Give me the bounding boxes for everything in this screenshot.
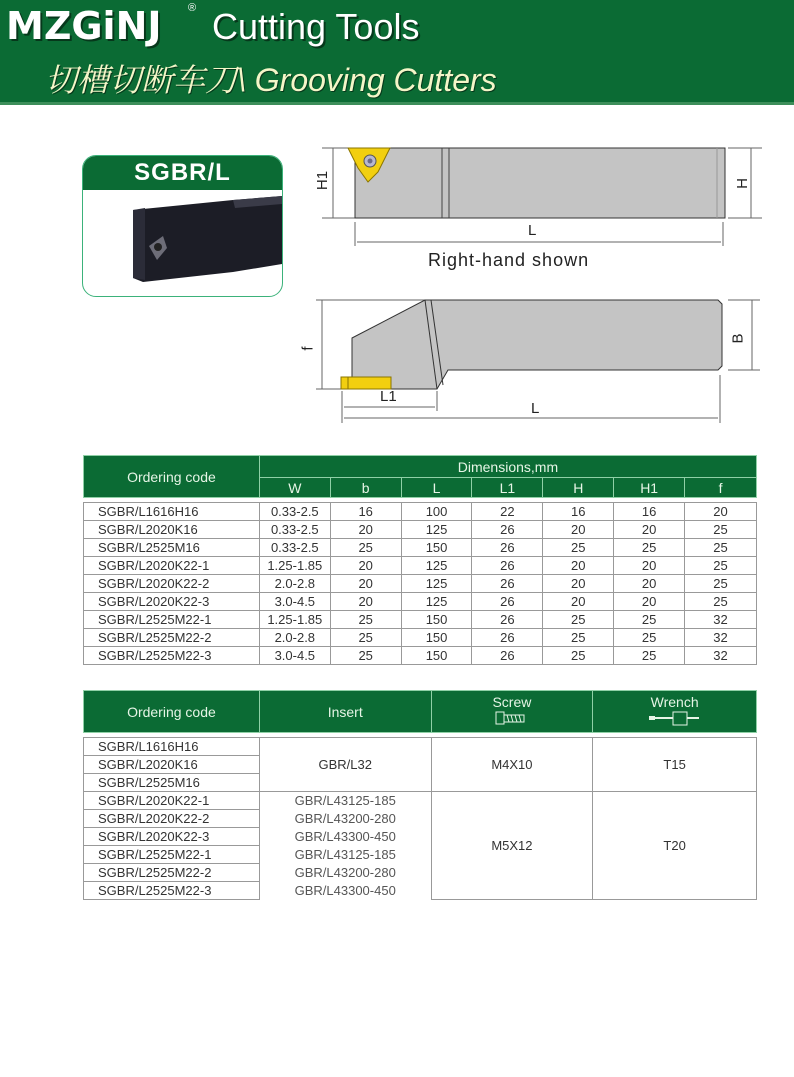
page-title: Cutting Tools [212,6,420,47]
table-row [84,611,757,629]
screw-value: M5X12 [431,792,593,900]
dimension-value: 150 [401,611,472,629]
dimension-value: 125 [401,593,472,611]
table-row [84,557,757,575]
insert-value: GBR/L43125-185 [259,846,431,864]
dimension-value: 25 [685,539,757,557]
dimension-value: 20 [543,557,614,575]
dimension-value: 20 [330,593,401,611]
screw-value: M4X10 [431,738,593,792]
dimension-value: 20 [685,503,757,521]
header-ordering-code: Ordering code [84,456,260,498]
dimension-value: 150 [401,647,472,665]
dimension-value: 25 [685,521,757,539]
table-row [84,593,757,611]
table-row [84,792,757,810]
ordering-code: SGBR/L2020K22-3 [84,828,260,846]
dim-label-l-bottom: L [531,400,540,417]
parts-table [83,690,757,900]
ordering-code: SGBR/L2525M22-1 [84,611,260,629]
col-f: f [685,478,757,498]
ordering-code: SGBR/L2525M22-3 [84,882,260,900]
ordering-code: SGBR/L2525M22-2 [84,629,260,647]
ordering-code: SGBR/L2525M22-1 [84,846,260,864]
dimension-value: 150 [401,539,472,557]
ordering-code: SGBR/L2525M22-2 [84,864,260,882]
table-row [84,629,757,647]
dimension-value: 125 [401,575,472,593]
product-card [82,155,283,297]
dimension-value: 25 [543,647,614,665]
dimension-value: 25 [614,647,685,665]
table-row [84,539,757,557]
dimension-value: 26 [472,521,543,539]
ordering-code: SGBR/L2020K22-1 [84,792,260,810]
dimension-value: 25 [330,629,401,647]
dimension-value: 25 [614,629,685,647]
header-banner [0,0,794,105]
dimension-value: 3.0-4.5 [259,647,330,665]
dimension-value: 20 [614,521,685,539]
ordering-code: SGBR/L2525M16 [84,539,260,557]
dimension-value: 25 [685,593,757,611]
ordering-code: SGBR/L2020K16 [84,521,260,539]
ordering-code: SGBR/L2020K22-1 [84,557,260,575]
header-screw [431,691,593,733]
ordering-code: SGBR/L2020K22-2 [84,810,260,828]
col-l: L [401,478,472,498]
dimension-value: 125 [401,557,472,575]
header-dimensions: Dimensions,mm [259,456,756,478]
header-wrench [593,691,757,733]
dimension-value: 20 [614,575,685,593]
dimension-value: 26 [472,575,543,593]
dimension-value: 20 [330,557,401,575]
header-ordering-code: Ordering code [84,691,260,733]
dimension-value: 0.33-2.5 [259,521,330,539]
insert-value: GBR/L43300-450 [259,882,431,900]
insert-value: GBR/L43200-280 [259,810,431,828]
col-h1: H1 [614,478,685,498]
dimension-value: 25 [330,647,401,665]
ordering-code: SGBR/L1616H16 [84,503,260,521]
dimension-value: 16 [330,503,401,521]
insert-value: GBR/L43200-280 [259,864,431,882]
col-l1: L1 [472,478,543,498]
col-b: b [330,478,401,498]
ordering-code: SGBR/L2525M16 [84,774,260,792]
dimension-value: 32 [685,629,757,647]
dimension-value: 20 [614,593,685,611]
dimension-value: 26 [472,611,543,629]
dimension-value: 25 [543,539,614,557]
table-row [84,521,757,539]
dim-label-b: B [729,333,747,344]
col-w: W [259,478,330,498]
dim-label-f: f [299,346,317,351]
dimension-value: 32 [685,647,757,665]
dimension-value: 25 [330,539,401,557]
dim-label-h: H [733,178,751,189]
header-screw-label: Screw [492,694,532,710]
dimension-value: 25 [543,611,614,629]
dimension-value: 100 [401,503,472,521]
dimension-value: 25 [543,629,614,647]
table-row [84,738,757,756]
dimension-value: 0.33-2.5 [259,503,330,521]
registered-mark: ® [188,2,197,14]
table-row [84,575,757,593]
dimension-value: 25 [614,539,685,557]
screw-icon [494,710,530,726]
page-subtitle: 切槽切断车刀\ Grooving Cutters [45,62,497,98]
tool-holder-photo [83,190,282,296]
wrench-value: T20 [593,792,757,900]
dim-label-h1: H1 [314,170,332,191]
ordering-code: SGBR/L2020K16 [84,756,260,774]
brand-logo: MZGiNJ [6,4,162,48]
dim-label-l1: L1 [380,388,397,405]
header-wrench-label: Wrench [650,694,699,710]
dimension-value: 20 [330,575,401,593]
insert-value: GBR/L43125-185 [259,792,431,810]
dimension-value: 16 [543,503,614,521]
dimension-value: 26 [472,539,543,557]
diagram-caption: Right-hand shown [428,250,590,270]
dim-label-l-top: L [528,222,537,239]
insert-value: GBR/L43300-450 [259,828,431,846]
header-insert: Insert [259,691,431,733]
dimension-value: 32 [685,611,757,629]
dimension-value: 150 [401,629,472,647]
dimension-value: 22 [472,503,543,521]
dimension-value: 125 [401,521,472,539]
table-row [84,503,757,521]
dimension-value: 1.25-1.85 [259,557,330,575]
wrench-icon [647,710,703,726]
dimension-value: 26 [472,647,543,665]
dimension-value: 26 [472,557,543,575]
dimension-value: 20 [614,557,685,575]
dimension-value: 25 [685,557,757,575]
wrench-value: T15 [593,738,757,792]
dimension-value: 3.0-4.5 [259,593,330,611]
dimensions-table [83,455,757,665]
col-h: H [543,478,614,498]
dimension-value: 16 [614,503,685,521]
dimension-value: 26 [472,629,543,647]
dimension-value: 20 [543,575,614,593]
dimension-value: 0.33-2.5 [259,539,330,557]
dimension-value: 25 [330,611,401,629]
insert-value: GBR/L32 [259,738,431,792]
dimension-value: 25 [685,575,757,593]
dimension-value: 25 [614,611,685,629]
dimension-value: 1.25-1.85 [259,611,330,629]
ordering-code: SGBR/L2020K22-2 [84,575,260,593]
ordering-code: SGBR/L2020K22-3 [84,593,260,611]
table-row [84,647,757,665]
dimension-value: 2.0-2.8 [259,629,330,647]
dimension-value: 20 [330,521,401,539]
dimension-value: 20 [543,521,614,539]
dimension-value: 20 [543,593,614,611]
ordering-code: SGBR/L1616H16 [84,738,260,756]
ordering-code: SGBR/L2525M22-3 [84,647,260,665]
product-name: SGBR/L [83,156,282,190]
dimension-value: 2.0-2.8 [259,575,330,593]
dimension-value: 26 [472,593,543,611]
